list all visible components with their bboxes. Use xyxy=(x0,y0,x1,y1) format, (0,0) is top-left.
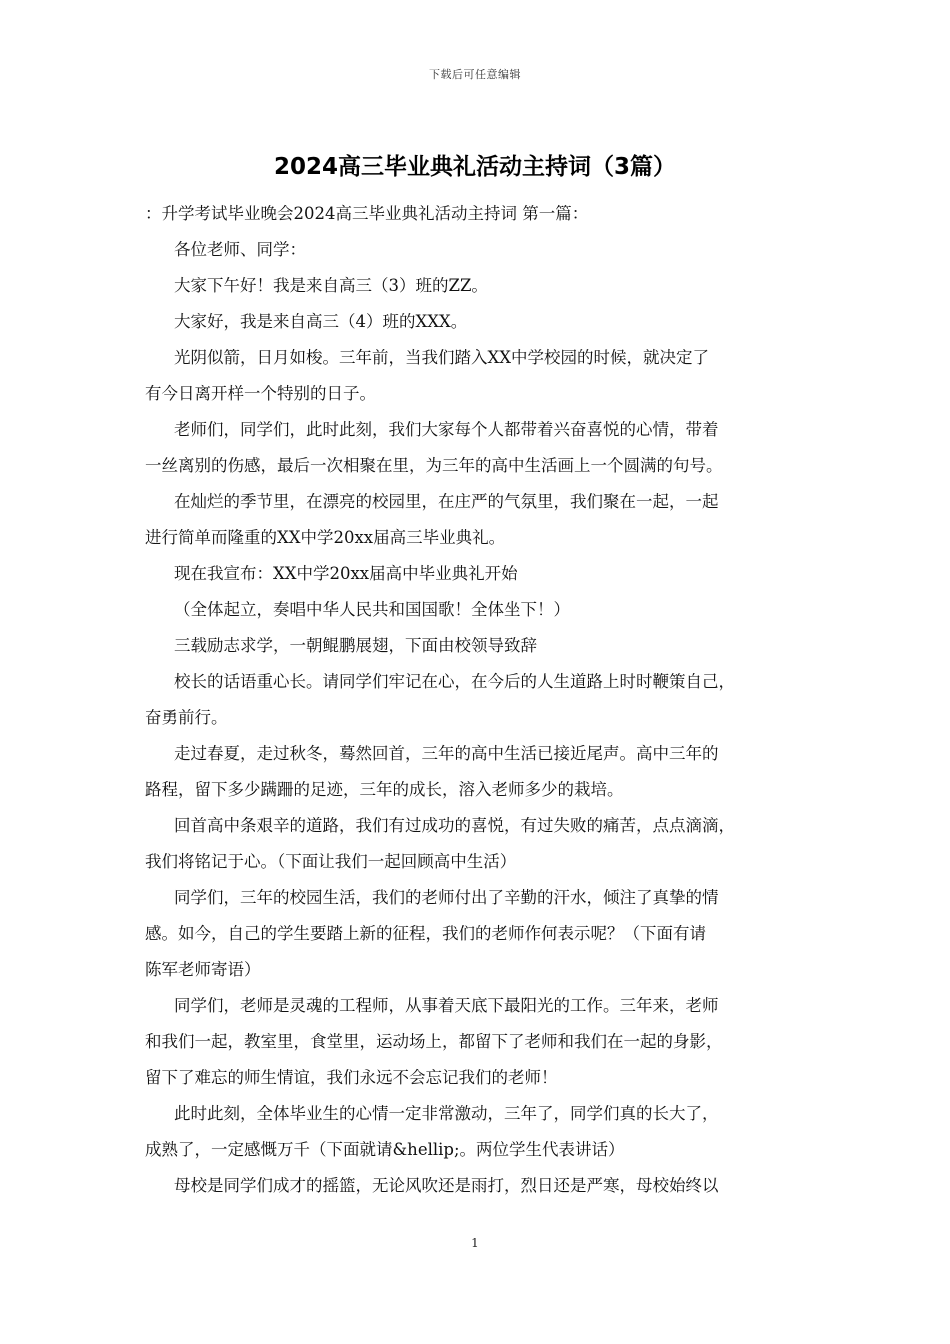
page-number: 1 xyxy=(471,1236,479,1250)
paragraph-line: 此时此刻，全体毕业生的心情一定非常激动，三年了，同学们真的长大了， xyxy=(174,1104,719,1123)
document-title: 2024高三毕业典礼活动主持词（3篇） xyxy=(273,154,677,180)
paragraph-line: 进行简单而隆重的XX中学20xx届高三毕业典礼。 xyxy=(145,528,506,547)
paragraph-line: 我们将铭记于心。（下面让我们一起回顾高中生活） xyxy=(145,852,517,871)
paragraph-line: 陈军老师寄语） xyxy=(145,960,261,979)
document-body xyxy=(145,196,810,1204)
header-note: 下载后可任意编辑 xyxy=(429,68,521,81)
paragraph-line: 光阴似箭，日月如梭。三年前，当我们踏入XX中学校园的时候，就决定了 xyxy=(174,348,709,367)
paragraph-line: 走过春夏，走过秋冬，蓦然回首，三年的高中生活已接近尾声。高中三年的 xyxy=(174,744,719,763)
paragraph-line: 各位老师、同学： xyxy=(174,240,306,259)
paragraph-line: 奋勇前行。 xyxy=(145,708,228,727)
paragraph-line: 一丝离别的伤感，最后一次相聚在里，为三年的高中生活画上一个圆满的句号。 xyxy=(145,456,723,475)
paragraph-line: 三载励志求学，一朝鲲鹏展翅，下面由校领导致辞 xyxy=(174,636,537,655)
paragraph-line: 有今日离开样一个特别的日子。 xyxy=(145,384,376,403)
paragraph-line: 同学们，老师是灵魂的工程师，从事着天底下最阳光的工作。三年来，老师 xyxy=(174,996,719,1015)
paragraph-line: 大家下午好！我是来自高三（3）班的ZZ。 xyxy=(174,276,488,295)
paragraph-line: 大家好，我是来自高三（4）班的XXX。 xyxy=(174,312,468,331)
paragraph-line: 回首高中条艰辛的道路，我们有过成功的喜悦，有过失败的痛苦，点点滴滴， xyxy=(174,816,735,835)
paragraph-line: 校长的话语重心长。请同学们牢记在心，在今后的人生道路上时时鞭策自己， xyxy=(174,672,735,691)
paragraph-line: （全体起立，奏唱中华人民共和国国歌！全体坐下！） xyxy=(174,600,570,619)
paragraph-line: 老师们，同学们，此时此刻，我们大家每个人都带着兴奋喜悦的心情，带着 xyxy=(174,420,719,439)
paragraph-line: 现在我宣布：XX中学20xx届高中毕业典礼开始 xyxy=(174,564,518,583)
paragraph-line: 母校是同学们成才的摇篮，无论风吹还是雨打，烈日还是严寒，母校始终以 xyxy=(174,1176,719,1195)
paragraph-line: 成熟了，一定感慨万千（下面就请&hellip;。两位学生代表讲话） xyxy=(145,1140,625,1159)
paragraph-line: 和我们一起，教室里，食堂里，运动场上，都留下了老师和我们在一起的身影， xyxy=(145,1032,723,1051)
paragraph-line: 同学们，三年的校园生活，我们的老师付出了辛勤的汗水，倾注了真挚的情 xyxy=(174,888,719,907)
paragraph-line: 路程，留下多少蹒跚的足迹，三年的成长，溶入老师多少的栽培。 xyxy=(145,780,624,799)
paragraph-line: 在灿烂的季节里，在漂亮的校园里，在庄严的气氛里，我们聚在一起，一起 xyxy=(174,492,719,511)
paragraph-line: 感。如今，自己的学生要踏上新的征程，我们的老师作何表示呢？（下面有请 xyxy=(145,924,706,943)
paragraph-line: ：升学考试毕业晚会2024高三毕业典礼活动主持词 第一篇： xyxy=(145,204,589,223)
paragraph-line: 留下了难忘的师生情谊，我们永远不会忘记我们的老师！ xyxy=(145,1068,558,1087)
